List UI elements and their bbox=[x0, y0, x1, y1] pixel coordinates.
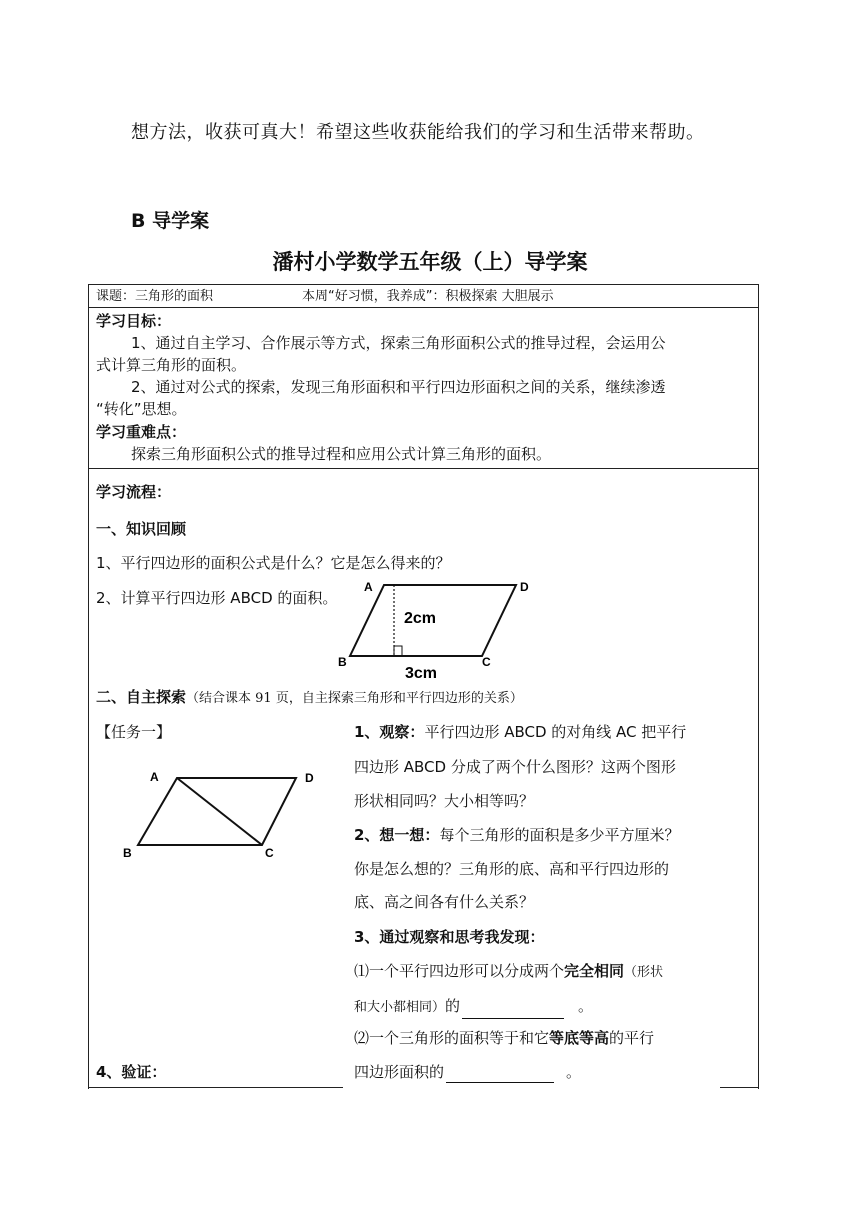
observe-line-1 bbox=[354, 721, 686, 743]
goal-1-line-1: 1、通过自主学习、合作展示等方式，探索三角形面积公式的推导过程，会运用公 bbox=[131, 334, 666, 352]
think-line-1 bbox=[354, 824, 679, 846]
goal-2-line-1: 2、通过对公式的探索，发现三角形面积和平行四边形面积之间的关系，继续渗透 bbox=[131, 378, 666, 396]
flow-heading: 学习流程： bbox=[96, 483, 172, 501]
think-line-3: 底、高之间各有什么关系？ bbox=[354, 893, 535, 911]
vertex-B-label-2: B bbox=[123, 846, 132, 860]
discovery-2-line-1 bbox=[354, 1027, 654, 1049]
vertex-B-label-1: B bbox=[338, 655, 347, 669]
right-angle-mark bbox=[394, 646, 402, 656]
observe-line-2: 四边形 ABCD 分成了两个什么图形？这两个图形 bbox=[354, 758, 676, 776]
document-title: 潘村小学数学五年级（上）导学案 bbox=[272, 250, 588, 274]
verify-heading: 4、验证： bbox=[96, 1063, 167, 1081]
discovery-1-tail: 的 bbox=[445, 997, 461, 1015]
discovery-2-end: 。 bbox=[566, 1063, 582, 1081]
row-divider-2 bbox=[88, 468, 759, 469]
discovery-1-answer-blank[interactable] bbox=[462, 1002, 564, 1019]
weekly-habit-label: 本周“好习惯，我养成”：积极探索 大胆展示 bbox=[302, 289, 554, 304]
review-heading: 一、知识回顾 bbox=[96, 520, 187, 538]
discovery-1-line-2 bbox=[354, 995, 593, 1019]
discovery-1-bold: 完全相同 bbox=[564, 962, 625, 980]
observe-label: 1、观察： bbox=[354, 723, 425, 741]
think-line-2: 你是怎么想的？三角形的底、高和平行四边形的 bbox=[354, 860, 670, 878]
observe-text-1: 平行四边形 ABCD 的对角线 AC 把平行 bbox=[424, 723, 687, 741]
vertex-A-label-2: A bbox=[150, 770, 159, 784]
discovery-1-end: 。 bbox=[578, 997, 594, 1015]
vertex-A-label-1: A bbox=[364, 580, 373, 594]
key-points-heading: 学习重难点： bbox=[96, 423, 187, 441]
discovery-2-post: 的平行 bbox=[609, 1029, 655, 1047]
parallelogram-2-shape bbox=[138, 778, 296, 845]
observe-line-3: 形状相同吗？大小相等吗？ bbox=[354, 792, 535, 810]
explore-heading: 二、自主探索 bbox=[96, 688, 187, 706]
section-heading: B 导学案 bbox=[131, 210, 210, 232]
bottom-border-right bbox=[720, 1087, 759, 1088]
discovery-2-bold: 等底等高 bbox=[549, 1029, 610, 1047]
height-label: 2cm bbox=[404, 610, 437, 627]
vertex-D-label-1: D bbox=[520, 580, 529, 594]
explore-heading-row bbox=[96, 686, 523, 710]
bottom-border-left bbox=[88, 1087, 343, 1088]
parallelogram-figure-1 bbox=[330, 575, 550, 685]
vertex-C-label-1: C bbox=[482, 655, 491, 669]
discovery-2-line-2 bbox=[354, 1061, 581, 1083]
key-points-text: 探索三角形面积公式的推导过程和应用公式计算三角形的面积。 bbox=[131, 445, 552, 463]
discovery-2-answer-blank[interactable] bbox=[446, 1066, 554, 1083]
parallelogram-figure-2 bbox=[115, 765, 315, 865]
question-2: 2、计算平行四边形 ABCD 的面积。 bbox=[96, 589, 338, 607]
vertex-C-label-2: C bbox=[265, 846, 274, 860]
discovery-1-text: ⑴一个平行四边形可以分成两个 bbox=[354, 962, 565, 980]
think-text-1: 每个三角形的面积是多少平方厘米？ bbox=[439, 826, 680, 844]
task-1-label: 【任务一】 bbox=[96, 723, 172, 741]
intro-line: 想方法，收获可真大！希望这些收获能给我们的学习和生活带来帮助。 bbox=[131, 122, 705, 143]
topic-label: 课题：三角形的面积 bbox=[96, 289, 214, 304]
think-label: 2、想一想： bbox=[354, 826, 440, 844]
question-1: 1、平行四边形的面积公式是什么？它是怎么得来的？ bbox=[96, 554, 451, 572]
base-label: 3cm bbox=[405, 665, 438, 682]
discovery-1-note-2: 和大小都相同） bbox=[354, 1000, 446, 1015]
goal-2-line-2: “转化”思想。 bbox=[96, 400, 187, 418]
goals-heading: 学习目标： bbox=[96, 312, 172, 330]
discover-heading: 3、通过观察和思考我发现： bbox=[354, 928, 545, 946]
discovery-2-text: ⑵一个三角形的面积等于和它 bbox=[354, 1029, 550, 1047]
discovery-1-note: （形状 bbox=[624, 965, 664, 980]
discovery-2-text-2: 四边形面积的 bbox=[354, 1063, 445, 1081]
explore-note: （结合课本 91 页，自主探索三角形和平行四边形的关系） bbox=[186, 691, 523, 706]
goal-1-line-2: 式计算三角形的面积。 bbox=[96, 356, 247, 374]
discovery-1-line-1 bbox=[354, 960, 663, 984]
diagonal-AC bbox=[177, 778, 262, 845]
vertex-D-label-2: D bbox=[305, 771, 314, 785]
